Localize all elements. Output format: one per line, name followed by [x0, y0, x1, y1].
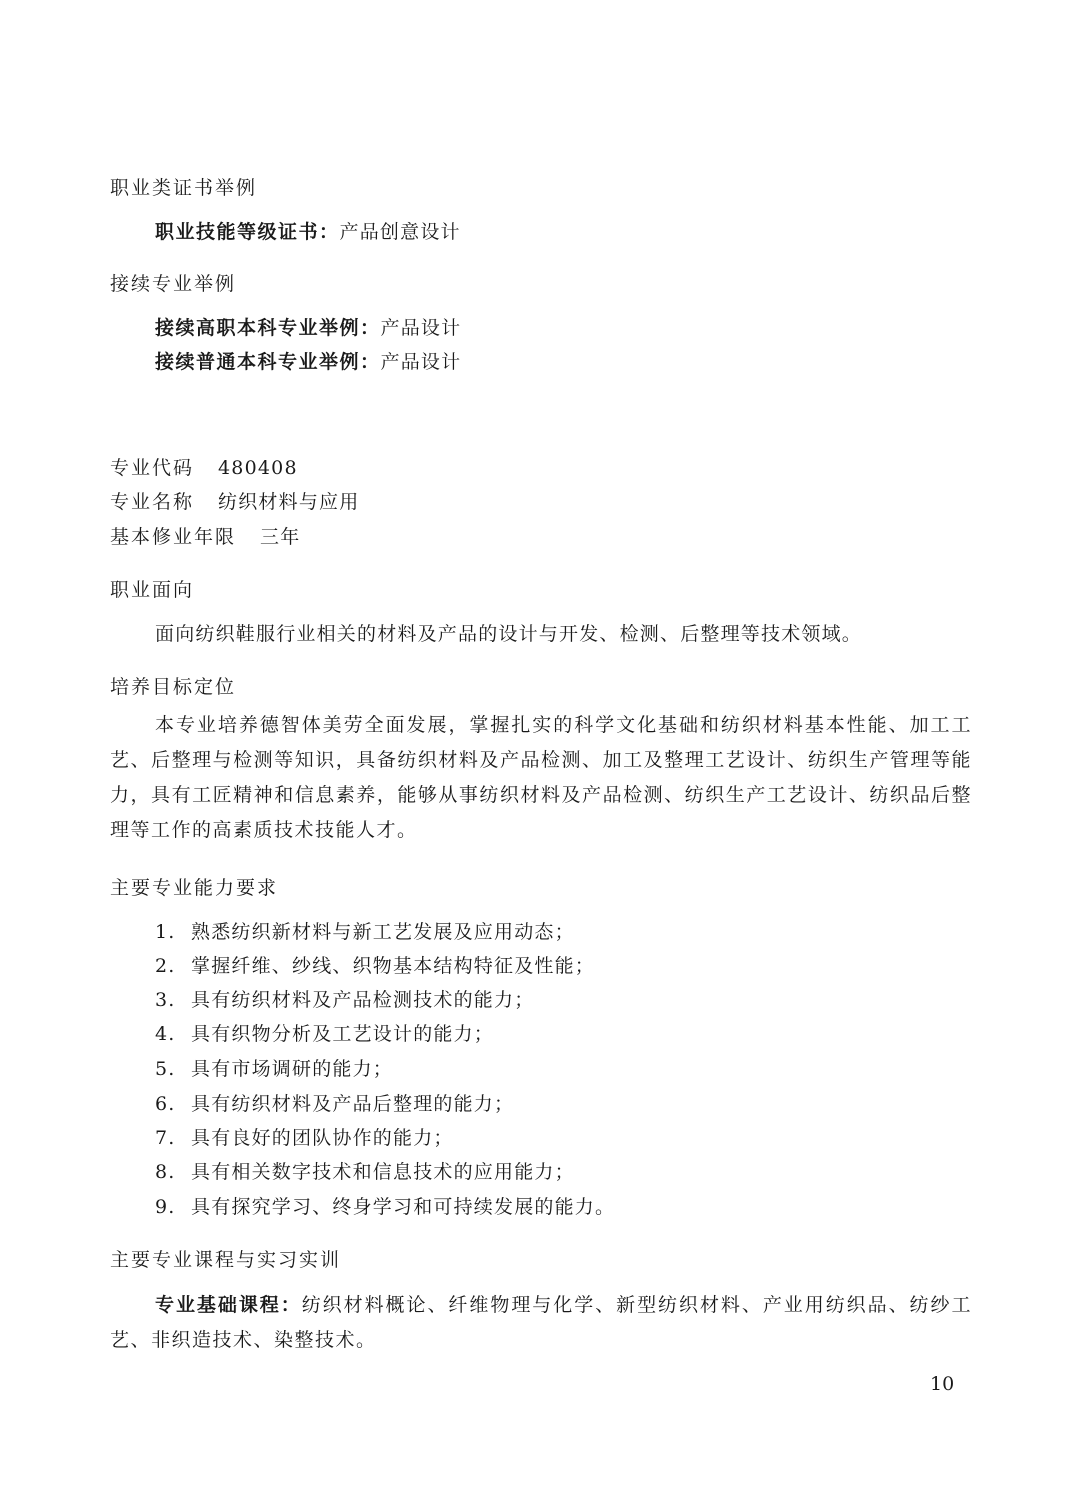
cert-item-label: 职业技能等级证书：: [155, 221, 340, 243]
ability-text: 具有纺织材料及产品后整理的能力；: [191, 1093, 515, 1115]
cert-heading: 职业类证书举例: [110, 177, 258, 199]
continue-heading: 接续专业举例: [110, 273, 237, 295]
orientation-heading: 职业面向: [110, 579, 195, 601]
ability-num: 5.: [155, 1058, 176, 1080]
courses-heading: 主要专业课程与实习实训: [110, 1249, 342, 1271]
abilities-heading: 主要专业能力要求: [110, 877, 279, 899]
ability-text: 具有织物分析及工艺设计的能力；: [191, 1023, 495, 1045]
profile-years-label: 基本修业年限: [110, 526, 237, 548]
continue-item: [155, 316, 461, 340]
ability-item: [155, 954, 595, 978]
ability-num: 7.: [155, 1127, 176, 1149]
courses-base-text: 纺织材料概论、纤维物理与化学、新型纺织材料、产业用纺织品、纺纱工艺、非织造技术、染整技术。: [110, 1294, 972, 1351]
cert-item: [155, 220, 461, 244]
ability-text: 具有纺织材料及产品检测技术的能力；: [191, 989, 535, 1011]
ability-num: 2.: [155, 955, 176, 977]
ability-item: [155, 1195, 615, 1219]
ability-num: 3.: [155, 989, 176, 1011]
ability-num: 4.: [155, 1023, 176, 1045]
profile-code-label: 专业代码: [110, 457, 195, 479]
ability-text: 熟悉纺织新材料与新工艺发展及应用动态；: [191, 921, 575, 943]
ability-text: 具有良好的团队协作的能力；: [191, 1127, 454, 1149]
ability-text: 掌握纤维、纱线、织物基本结构特征及性能；: [191, 955, 596, 977]
continue-item-value: 产品设计: [380, 317, 462, 339]
continue-item-value: 产品设计: [380, 351, 462, 373]
continue-item-label: 接续高职本科专业举例：: [155, 317, 381, 339]
ability-text: 具有市场调研的能力；: [191, 1058, 394, 1080]
cert-item-value: 产品创意设计: [339, 221, 461, 243]
ability-item: [155, 1160, 575, 1184]
ability-text: 具有探究学习、终身学习和可持续发展的能力。: [191, 1196, 616, 1218]
ability-text: 具有相关数字技术和信息技术的应用能力；: [191, 1161, 575, 1183]
goal-heading: 培养目标定位: [110, 676, 237, 698]
profile-name-value: 纺织材料与应用: [218, 491, 360, 513]
profile-years: [110, 525, 300, 549]
profile-name: [110, 490, 359, 514]
ability-item: [155, 1126, 454, 1150]
ability-item: [155, 920, 575, 944]
goal-text: 本专业培养德智体美劳全面发展，掌握扎实的科学文化基础和纺织材料基本性能、加工工艺、后整理与检测等知识，具备纺织材料及产品检测、加工及整理工艺设计、纺织生产管理等能力，具有工匠精神和信息素养，能够从事纺织材料及产品检测、纺织生产工艺设计、纺织品后整理等工作的高素质技术技能人才。: [110, 714, 972, 841]
ability-item: [155, 1092, 514, 1116]
ability-item: [155, 1057, 393, 1081]
ability-num: 9.: [155, 1196, 176, 1218]
orientation-text: 面向纺织鞋服行业相关的材料及产品的设计与开发、检测、后整理等技术领域。: [155, 623, 863, 645]
courses-base-label: 专业基础课程：: [155, 1294, 302, 1316]
ability-num: 6.: [155, 1093, 176, 1115]
page-number: 10: [930, 1373, 955, 1395]
profile-name-label: 专业名称: [110, 491, 195, 513]
continue-item: [155, 350, 461, 374]
ability-num: 8.: [155, 1161, 176, 1183]
continue-item-label: 接续普通本科专业举例：: [155, 351, 381, 373]
profile-code: [110, 456, 298, 480]
profile-code-value: 480408: [218, 457, 298, 479]
ability-item: [155, 1022, 494, 1046]
ability-item: [155, 988, 534, 1012]
profile-years-value: 三年: [260, 526, 301, 548]
ability-num: 1.: [155, 921, 176, 943]
courses-base: [110, 1288, 972, 1358]
